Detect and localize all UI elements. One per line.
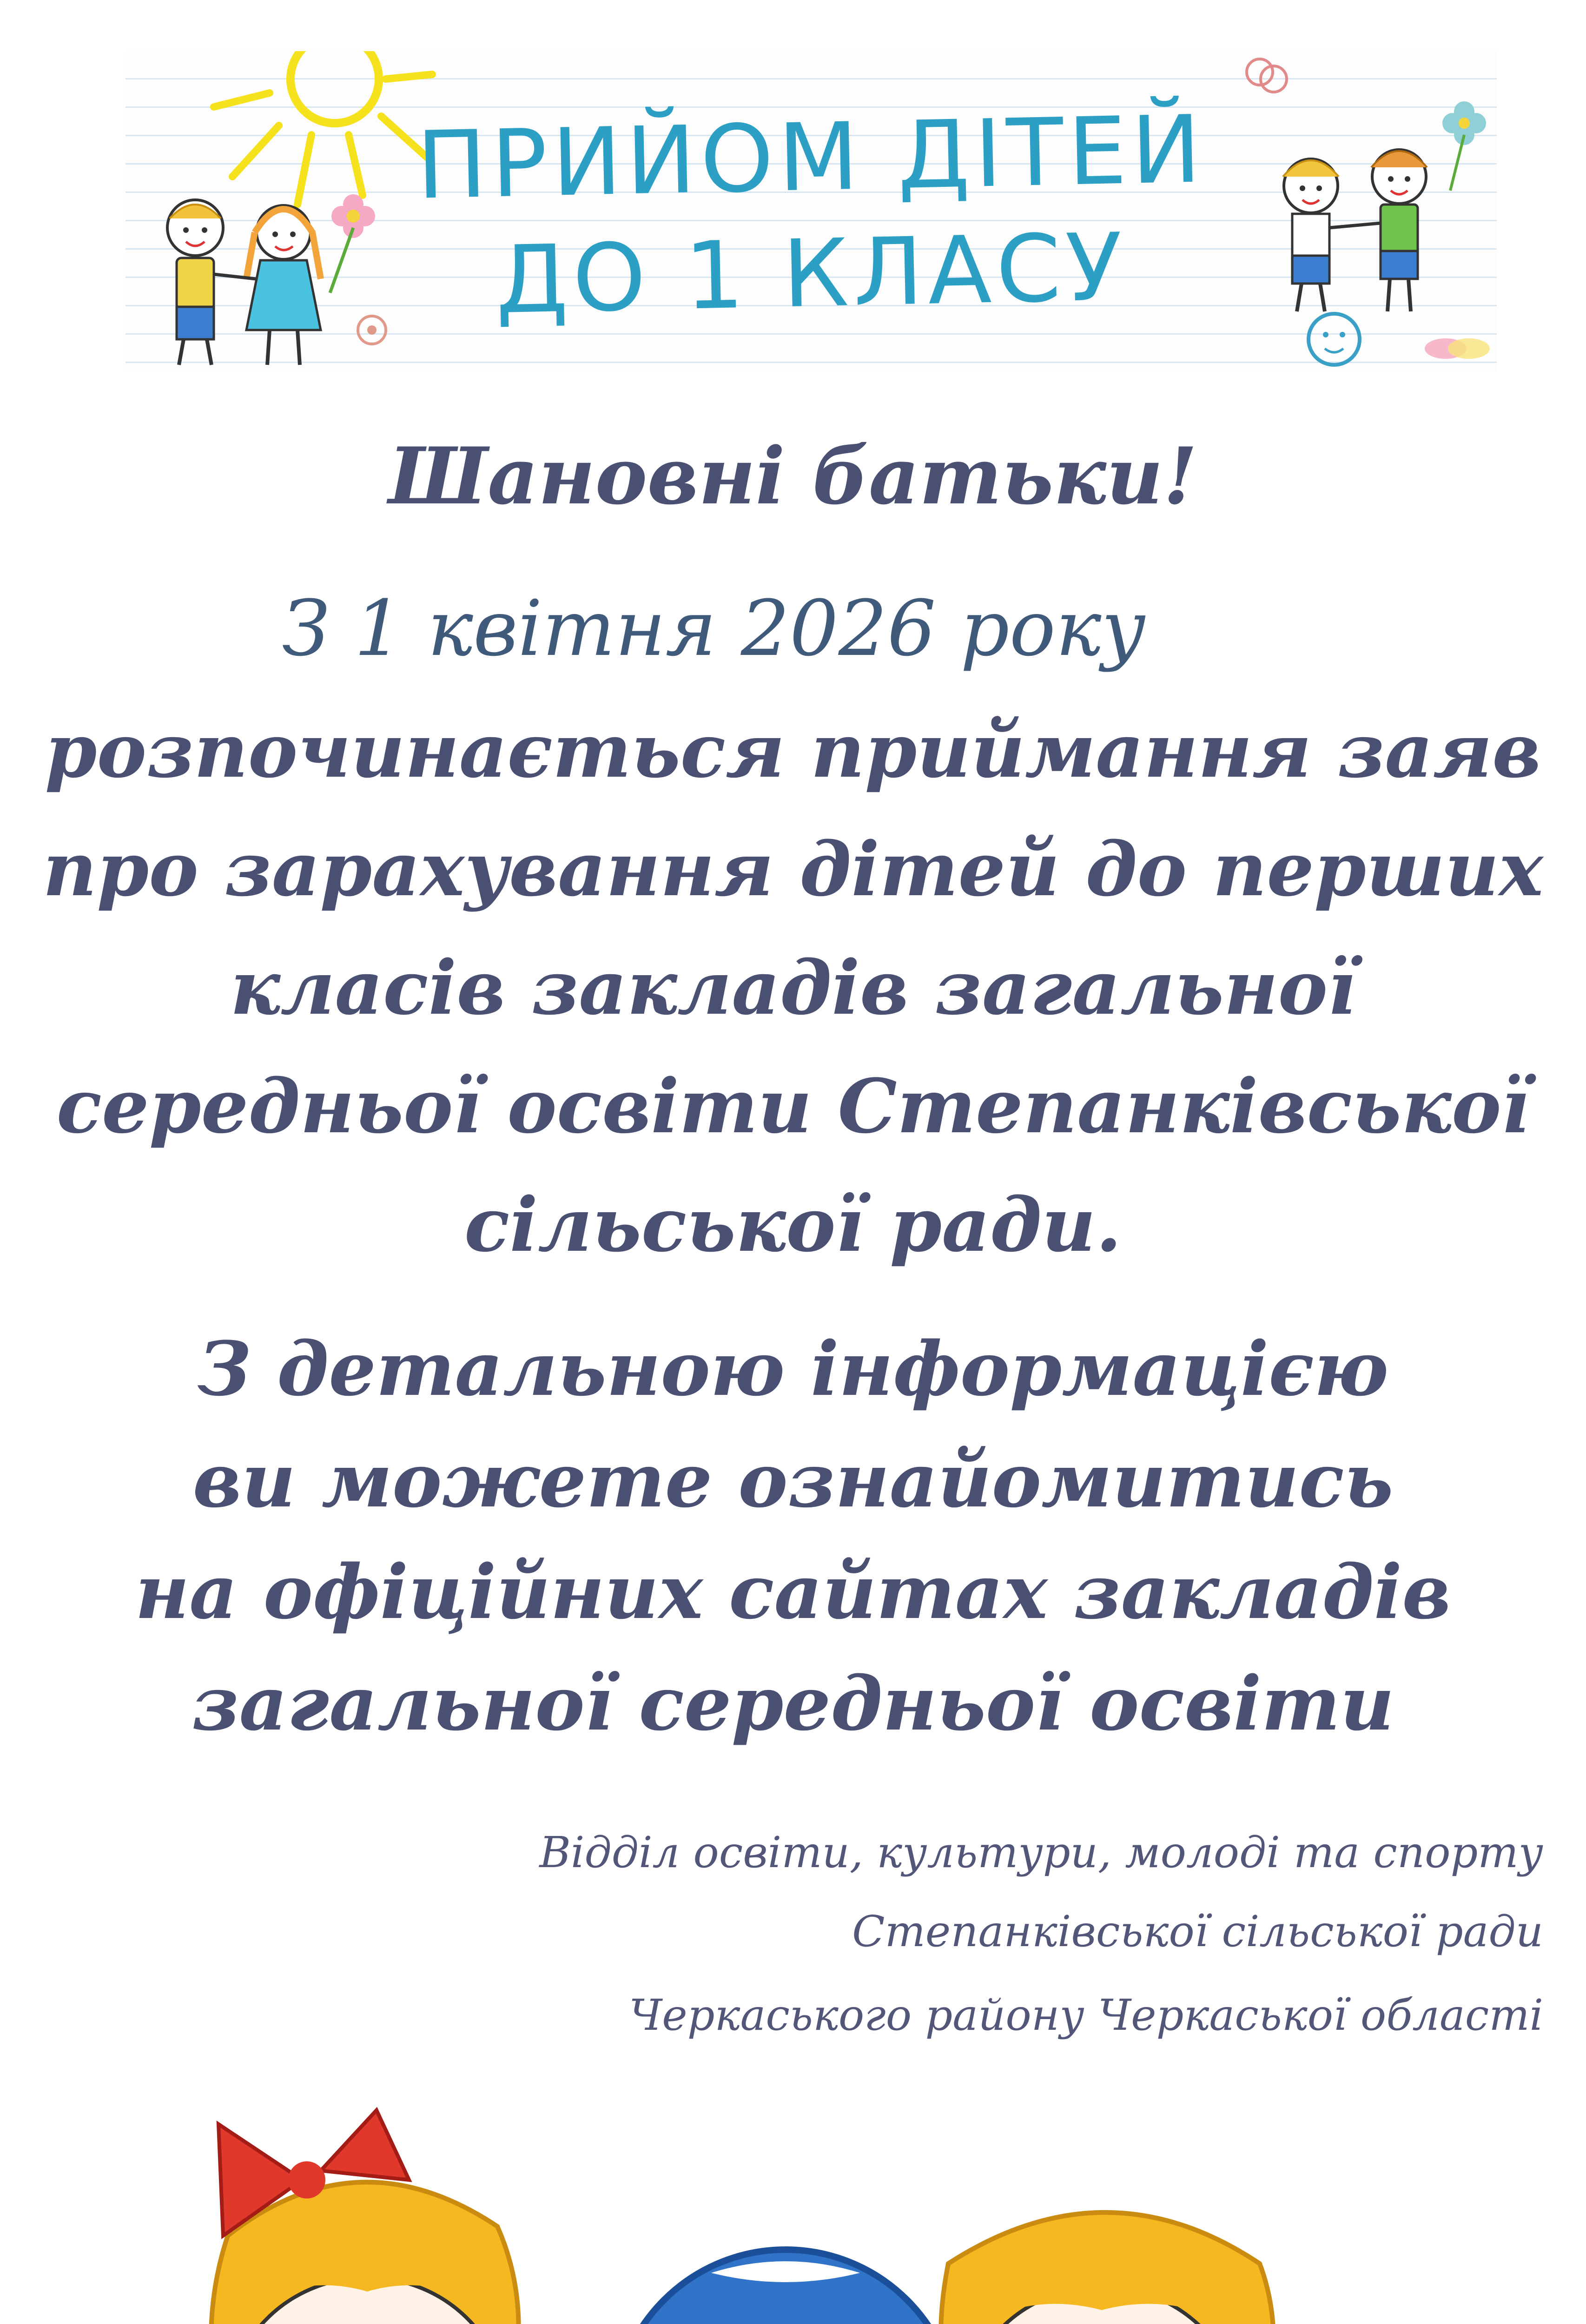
banner [126,51,1497,372]
boy-drawing [941,2212,1274,2324]
flower-icon [1247,59,1287,92]
body-line-1: розпочинається приймання заяв [45,707,1541,794]
info-line-4: загальної середньої освіти [192,1660,1394,1747]
date-line: З 1 квітня 2026 року [282,584,1146,673]
signature-line-1: Відділ освіти, культури, молоді та спорту [539,1828,1543,1877]
girl-drawing [209,2110,525,2324]
info-line-3: на офіційних сайтах закладів [135,1548,1451,1636]
info-line-1: З детальною інформацією [197,1325,1389,1413]
info-line-2: ви можете ознайомитись [192,1437,1394,1524]
body-line-5: сільської ради. [464,1181,1122,1268]
body-line-2: про зарахування дітей до перших [43,825,1543,913]
body-line-4: середньої освіти Степанківської [56,1063,1530,1150]
signature-line-2: Степанківської сільської ради [852,1907,1543,1956]
classroom-illustration [23,2031,1557,2324]
greeting: Шановні батьки! [389,430,1197,522]
body-line-3: класів закладів загальної [230,944,1356,1031]
banner-title-line1: ПРИЙОМ ДІТЕЙ [416,95,1207,220]
globe-icon [614,2250,958,2324]
banner-title-line2: ДО 1 КЛАСУ [494,213,1128,335]
signature-line-3: Черкаського району Черкаської області [629,1990,1543,2040]
